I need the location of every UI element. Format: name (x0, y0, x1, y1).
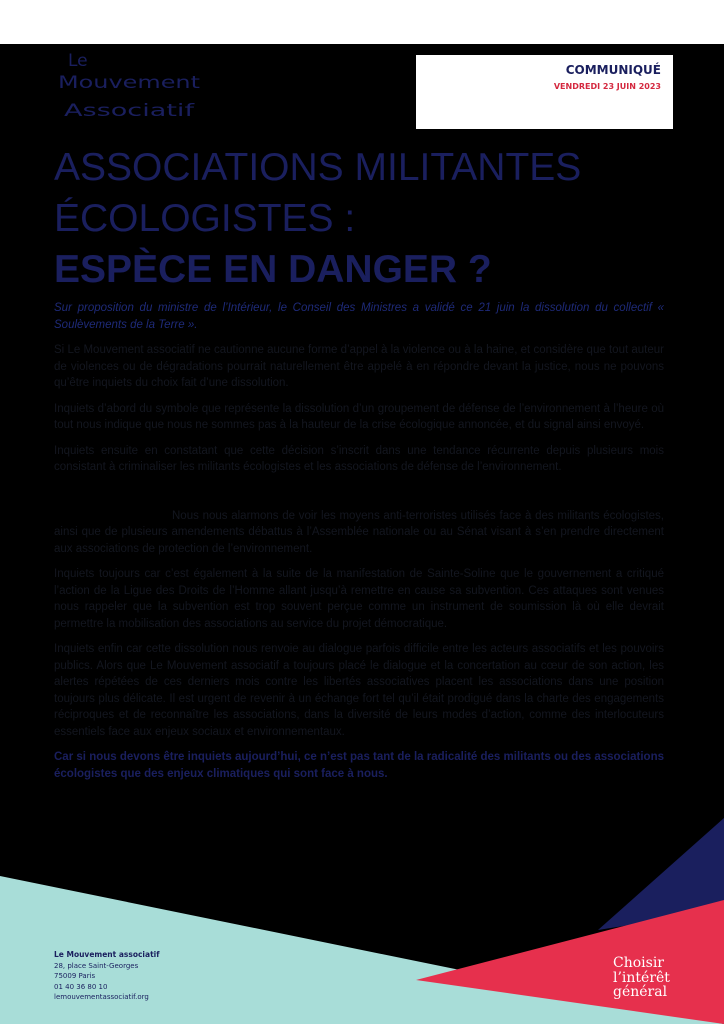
conclusion-paragraph: Car si nous devons être inquiets aujourd’hui, ce n’est pas tant de la radicalité des militants ou des associations écologistes que des enjeux climatiques qui sont face à nous. (54, 751, 664, 780)
logo-word-associatif: Associatif (64, 101, 196, 121)
slogan-line-2: l’intérêt (613, 969, 670, 986)
footer-contact (54, 950, 159, 1003)
body-paragraph-1: Si Le Mouvement associatif ne cautionne aucune forme d’appel à la violence ou à la haine, et considère que tout auteur de violences ou de dégradations pourrait naturellement être appelé à en répondre devant la justice, nous ne pouvons qu’être inquiets du choix fait d’une dissolution. (54, 344, 664, 389)
footer-org-name: Le Mouvement associatif (54, 950, 160, 959)
slogan-line-1: Choisir (613, 955, 664, 971)
body-paragraph-5: Inquiets toujours car c’est également à la suite de la manifestation de Sainte-Soline que le gouvernement a critiqué l’action de la Ligue des Droits de l’Homme allant jusqu’à remettre en cause sa subvention. Ces attaques sont venues nous rappeler que la subvention est trop souvent perçue comme un instrument de soumission là où elle devrait permettre la mobilisation des associations au service du projet démocratique. (54, 568, 664, 630)
footer-website-link[interactable]: lemouvementassociatif.org (54, 993, 149, 1001)
body-paragraph-2: Inquiets d’abord du symbole que représente la dissolution d’un groupement de défense de l’environnement à l’heure où tout nous indique que nous ne sommes pas à la hauteur de la crise écologique annoncée, et du signal ainsi envoyé. (54, 402, 664, 431)
title-line-3: ESPÈCE EN DANGER ? (54, 248, 492, 291)
release-date: VENDREDI 23 JUIN 2023 (553, 82, 661, 91)
title-line-1: ASSOCIATIONS MILITANTES (54, 146, 582, 189)
lead-paragraph: Sur proposition du ministre de l’Intérieur, le Conseil des Ministres a validé ce 21 juin la dissolution du collectif « Soulèvements de la Terre ». (54, 302, 664, 331)
title-line-2: ÉCOLOGISTES : (54, 197, 356, 240)
body-paragraph-6: Inquiets enfin car cette dissolution nous renvoie au dialogue parfois difficile entre les acteurs associatifs et les pouvoirs publics. Alors que Le Mouvement associatif a toujours placé le dialogue et la concertation au cœur de son action, les alertes répétées de ces derniers mois contre les libertés associatives placent les associations dans une position toujours plus délicate. Il est urgent de revenir à un échange fort tel qu’il était prodigué dans la charte des engagements réciproques et de reconnaître les associations, dans la diversité de leurs modes d’action, comme des interlocuteurs essentiels face aux enjeux sociaux et environnementaux. (54, 643, 664, 738)
logo-word-mouvement: Mouvement (58, 73, 201, 93)
footer-address-line-2: 75009 Paris (54, 972, 96, 980)
slogan (613, 956, 670, 1000)
document-type: COMMUNIQUÉ (565, 63, 661, 77)
body-paragraph-4: Nous nous alarmons de voir les moyens anti-terroristes utilisés face à des militants écologistes, ainsi que de plusieurs amendements débattus à l’Assemblée nationale ou au Sénat visant à s’en prendre directement aux associations de protection de l’environnement. (54, 509, 664, 555)
body-paragraph-3: Inquiets ensuite en constatant que cette décision s’inscrit dans une tendance récurrente depuis plusieurs mois consistant à criminaliser les militants écologistes et les associations de défense de l’environnement. (54, 444, 664, 473)
logo-word-le: Le (68, 51, 88, 71)
footer-phone: 01 40 36 80 10 (54, 982, 108, 991)
footer-address-line-1: 28, place Saint-Georges (54, 961, 139, 970)
slogan-line-3: général (613, 984, 668, 1000)
